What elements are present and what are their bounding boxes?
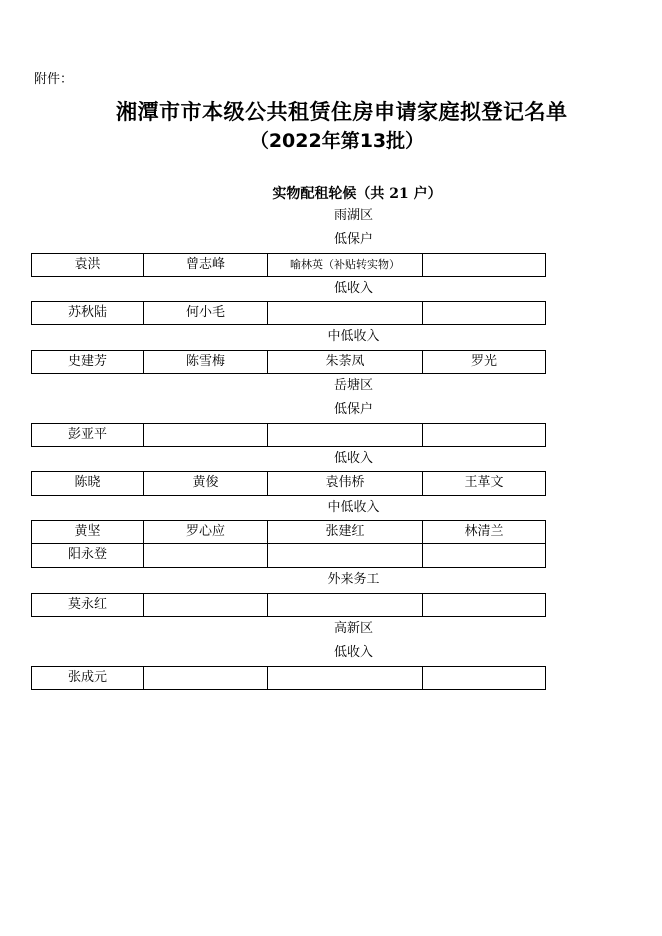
name-cell: 曾志峰 — [144, 254, 268, 276]
table-row — [31, 301, 546, 325]
document-title: 湘潭市市本级公共租赁住房申请家庭拟登记名单 — [116, 100, 568, 124]
name-cell: 袁洪 — [32, 254, 144, 276]
name-cell: 莫永红 — [32, 594, 144, 616]
name-cell — [423, 594, 545, 616]
section-heading: 实物配租轮候（共 21 户） — [272, 186, 442, 202]
name-cell — [423, 667, 545, 689]
attachment-label: 附件： — [34, 72, 74, 87]
name-cell — [268, 302, 423, 324]
name-cell: 张成元 — [32, 667, 144, 689]
name-cell: 袁伟桥 — [268, 472, 423, 494]
category-label: 低保户 — [333, 402, 373, 418]
district-label: 雨湖区 — [333, 208, 373, 223]
name-cell: 何小毛 — [144, 302, 268, 324]
table-row — [31, 593, 546, 617]
table-row — [31, 471, 546, 495]
name-cell: 彭亚平 — [32, 424, 144, 446]
name-cell: 陈晓 — [32, 472, 144, 494]
category-label: 中低收入 — [327, 329, 380, 345]
name-cell — [423, 302, 545, 324]
category-label: 外来务工 — [327, 572, 380, 588]
name-cell: 黄俊 — [144, 472, 268, 494]
name-cell: 陈雪梅 — [144, 351, 268, 373]
name-cell: 黄坚 — [32, 521, 144, 543]
name-cell: 朱荼凤 — [268, 351, 423, 373]
table-row — [31, 544, 546, 568]
district-label: 高新区 — [333, 621, 373, 637]
name-cell: 张建红 — [268, 521, 423, 543]
name-cell — [144, 424, 268, 446]
table-row — [31, 520, 546, 544]
category-label: 低保户 — [333, 232, 373, 248]
table-row — [31, 253, 546, 277]
category-label: 中低收入 — [327, 499, 380, 515]
name-cell — [144, 544, 268, 567]
name-cell: 王革文 — [464, 475, 504, 491]
name-cell: 苏秋陆 — [32, 302, 144, 324]
name-cell: 罗心应 — [144, 521, 268, 543]
table-row — [31, 423, 546, 447]
table-row — [31, 350, 546, 374]
category-label: 低收入 — [333, 450, 373, 466]
district-label: 岳塘区 — [333, 378, 373, 394]
document-subtitle: （2022年第13批） — [249, 130, 425, 152]
name-cell — [423, 424, 545, 446]
name-cell: 阳永登 — [32, 544, 144, 567]
name-cell: 林清兰 — [464, 523, 504, 539]
name-cell — [144, 667, 268, 689]
name-cell — [423, 544, 545, 567]
name-cell — [268, 667, 423, 689]
category-label: 低收入 — [333, 645, 373, 661]
name-cell: 喻林英（补贴转实物） — [268, 254, 423, 276]
applicant-table — [31, 204, 546, 690]
name-cell: 史建芳 — [32, 351, 144, 373]
category-label: 低收入 — [333, 280, 373, 296]
name-cell — [423, 254, 545, 276]
name-cell — [268, 544, 423, 567]
name-cell — [268, 424, 423, 446]
table-row — [31, 666, 546, 690]
name-cell — [144, 594, 268, 616]
name-cell: 罗光 — [470, 353, 497, 369]
name-cell — [268, 594, 423, 616]
